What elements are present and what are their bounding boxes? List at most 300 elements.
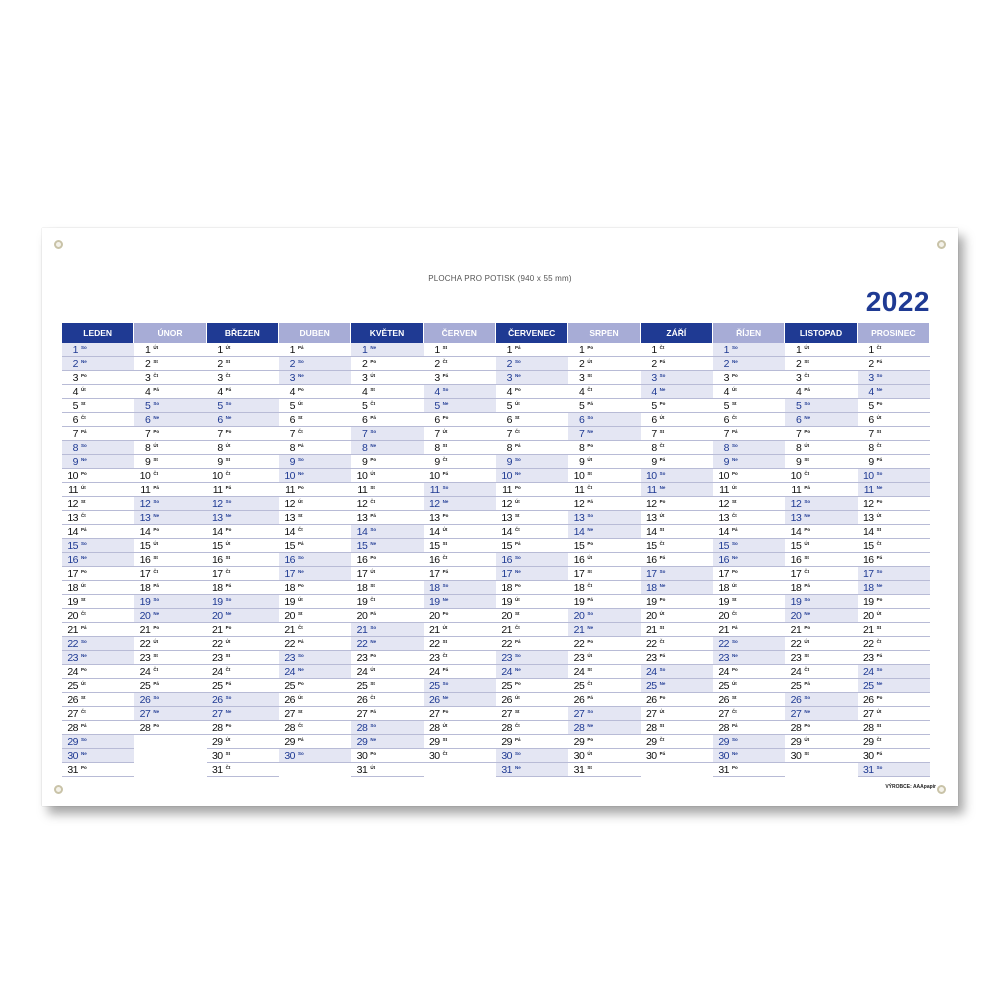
weekday-label: Ne xyxy=(732,751,738,756)
day-number: 27 xyxy=(718,708,729,720)
weekday-label: Pá xyxy=(587,499,593,504)
day-row xyxy=(62,497,134,511)
day-row xyxy=(207,609,279,623)
day-number: 17 xyxy=(501,568,512,580)
day-row xyxy=(351,553,423,567)
day-number: 6 xyxy=(289,414,295,426)
day-row xyxy=(641,413,713,427)
weekday-label: Út xyxy=(442,429,448,434)
day-number: 6 xyxy=(723,414,729,426)
day-row xyxy=(207,441,279,455)
weekday-label: Út xyxy=(225,639,231,644)
day-row xyxy=(351,651,423,665)
day-number: 5 xyxy=(651,400,657,412)
day-row xyxy=(207,497,279,511)
weekday-label: Po xyxy=(732,765,738,770)
day-row xyxy=(207,595,279,609)
weekday-label: Pá xyxy=(81,723,87,728)
day-row xyxy=(713,763,785,777)
day-number: 30 xyxy=(67,750,78,762)
day-number: 1 xyxy=(217,344,223,356)
weekday-label: St xyxy=(587,471,592,476)
day-number: 8 xyxy=(723,442,729,454)
day-row xyxy=(713,525,785,539)
weekday-label: Čt xyxy=(298,527,303,532)
weekday-label: Čt xyxy=(370,597,376,602)
day-number: 9 xyxy=(434,456,440,468)
print-area-label: PLOCHA PRO POTISK (940 x 55 mm) xyxy=(428,274,572,283)
day-row xyxy=(858,539,930,553)
day-row xyxy=(858,693,930,707)
day-row xyxy=(207,455,279,469)
weekday-label: St xyxy=(298,513,303,518)
weekday-label: St xyxy=(804,751,809,756)
weekday-label: Út xyxy=(876,709,882,714)
day-row xyxy=(279,511,351,525)
weekday-label: So xyxy=(515,457,521,462)
day-number: 19 xyxy=(139,596,151,608)
day-row xyxy=(568,441,640,455)
weekday-label: So xyxy=(587,611,594,616)
day-row xyxy=(785,595,857,609)
day-row xyxy=(279,567,351,581)
day-number: 13 xyxy=(356,512,368,524)
day-row xyxy=(207,525,279,539)
day-number: 22 xyxy=(428,638,440,650)
day-row xyxy=(568,679,640,693)
day-number: 18 xyxy=(284,582,295,594)
day-row xyxy=(858,455,930,469)
mounting-hole-bottom-right xyxy=(937,785,946,794)
day-number: 18 xyxy=(356,582,368,594)
day-number: 4 xyxy=(289,386,295,398)
day-number: 10 xyxy=(862,470,874,482)
day-row xyxy=(641,469,713,483)
day-row xyxy=(496,525,568,539)
day-number: 30 xyxy=(428,750,440,762)
day-number: 13 xyxy=(428,512,440,524)
day-row xyxy=(207,721,279,735)
weekday-label: Ne xyxy=(442,597,449,602)
day-number: 11 xyxy=(791,484,802,496)
day-number: 14 xyxy=(428,526,440,538)
day-number: 22 xyxy=(139,638,151,650)
day-row xyxy=(785,721,857,735)
day-row xyxy=(351,735,423,749)
day-row xyxy=(351,511,423,525)
day-number: 20 xyxy=(428,610,440,622)
day-number: 15 xyxy=(428,540,440,552)
day-number: 21 xyxy=(645,624,657,636)
day-number: 15 xyxy=(573,540,585,552)
day-number: 5 xyxy=(144,400,151,412)
weekday-label: So xyxy=(515,555,521,560)
day-number: 19 xyxy=(645,596,657,608)
day-row xyxy=(858,679,930,693)
day-number: 22 xyxy=(284,638,295,650)
day-number: 22 xyxy=(67,638,78,650)
day-number: 30 xyxy=(211,750,223,762)
day-row xyxy=(62,385,134,399)
day-number: 22 xyxy=(790,638,802,650)
weekday-label: Út xyxy=(804,639,810,644)
day-row xyxy=(424,469,496,483)
day-number: 29 xyxy=(428,736,440,748)
day-row xyxy=(713,693,785,707)
weekday-label: St xyxy=(370,485,375,490)
day-row xyxy=(279,525,351,539)
weekday-label: Út xyxy=(515,695,520,700)
weekday-label: So xyxy=(81,345,87,350)
day-number: 28 xyxy=(645,722,657,734)
weekday-label: Pá xyxy=(659,751,666,756)
day-row xyxy=(424,455,496,469)
day-row xyxy=(134,469,206,483)
day-row xyxy=(713,651,785,665)
day-row xyxy=(62,595,134,609)
day-row xyxy=(568,735,640,749)
weekday-label: Pá xyxy=(298,737,304,742)
weekday-label: So xyxy=(732,345,738,350)
day-row xyxy=(207,483,279,497)
day-number: 4 xyxy=(651,386,657,398)
day-number: 10 xyxy=(573,470,585,482)
weekday-label: Pá xyxy=(515,541,521,546)
day-number: 15 xyxy=(67,540,78,552)
weekday-label: Út xyxy=(804,345,810,350)
day-number: 24 xyxy=(284,666,295,678)
day-row xyxy=(785,441,857,455)
day-row xyxy=(351,693,423,707)
weekday-label: Čt xyxy=(876,639,882,644)
day-row xyxy=(496,623,568,637)
month-column xyxy=(568,323,640,785)
day-number: 27 xyxy=(67,708,78,720)
weekday-label: So xyxy=(298,653,304,658)
weekday-label: Po xyxy=(732,373,738,378)
weekday-label: So xyxy=(225,695,232,700)
day-row xyxy=(62,637,134,651)
weekday-label: Pá xyxy=(153,681,159,686)
day-row xyxy=(62,525,134,539)
day-row xyxy=(785,637,857,651)
weekday-label: Pá xyxy=(659,653,666,658)
day-row xyxy=(351,567,423,581)
weekday-label: Út xyxy=(515,597,520,602)
day-number: 19 xyxy=(862,596,874,608)
day-row xyxy=(568,511,640,525)
day-number: 7 xyxy=(506,428,512,440)
weekday-label: St xyxy=(81,499,86,504)
month-grid xyxy=(62,323,930,785)
day-row xyxy=(424,553,496,567)
weekday-label: Čt xyxy=(732,513,737,518)
day-row xyxy=(207,623,279,637)
day-list xyxy=(641,343,713,763)
weekday-label: Po xyxy=(876,597,883,602)
day-row xyxy=(858,595,930,609)
day-row xyxy=(134,707,206,721)
day-number: 20 xyxy=(718,610,729,622)
day-number: 21 xyxy=(284,624,295,636)
day-row xyxy=(134,483,206,497)
weekday-label: Ne xyxy=(298,569,304,574)
day-row xyxy=(62,441,134,455)
weekday-label: Út xyxy=(370,471,376,476)
weekday-label: Út xyxy=(153,541,159,546)
weekday-label: Čt xyxy=(153,471,159,476)
day-row xyxy=(62,623,134,637)
day-number: 18 xyxy=(67,582,78,594)
weekday-label: Čt xyxy=(659,345,665,350)
weekday-label: Út xyxy=(298,695,303,700)
day-number: 22 xyxy=(573,638,585,650)
day-number: 7 xyxy=(289,428,295,440)
weekday-label: So xyxy=(442,681,449,686)
weekday-label: St xyxy=(370,387,375,392)
day-number: 25 xyxy=(645,680,657,692)
day-number: 17 xyxy=(862,568,874,580)
day-number: 8 xyxy=(795,442,802,454)
day-number: 3 xyxy=(795,372,802,384)
day-number: 30 xyxy=(645,750,657,762)
day-number: 13 xyxy=(501,512,512,524)
day-number: 20 xyxy=(211,610,223,622)
day-number: 1 xyxy=(434,344,440,356)
day-row xyxy=(858,735,930,749)
day-row xyxy=(568,399,640,413)
day-number: 26 xyxy=(284,694,295,706)
day-row xyxy=(641,371,713,385)
day-row xyxy=(351,357,423,371)
day-row xyxy=(351,469,423,483)
day-row xyxy=(279,553,351,567)
day-row xyxy=(207,567,279,581)
day-number: 1 xyxy=(578,344,585,356)
weekday-label: St xyxy=(442,737,448,742)
day-number: 12 xyxy=(356,498,368,510)
weekday-label: So xyxy=(515,653,521,658)
weekday-label: Út xyxy=(587,653,593,658)
day-number: 21 xyxy=(356,624,368,636)
weekday-label: So xyxy=(370,527,377,532)
day-row xyxy=(424,427,496,441)
day-number: 27 xyxy=(356,708,368,720)
day-number: 18 xyxy=(211,582,223,594)
day-row xyxy=(496,567,568,581)
day-number: 28 xyxy=(790,722,802,734)
day-number: 29 xyxy=(573,736,585,748)
day-number: 11 xyxy=(646,484,657,496)
day-row xyxy=(134,679,206,693)
weekday-label: Pá xyxy=(225,583,232,588)
weekday-label: So xyxy=(659,471,666,476)
day-row xyxy=(641,665,713,679)
weekday-label: So xyxy=(587,415,594,420)
weekday-label: Čt xyxy=(587,681,593,686)
weekday-label: Ne xyxy=(732,555,738,560)
weekday-label: Po xyxy=(153,723,160,728)
weekday-label: So xyxy=(81,639,87,644)
day-number: 1 xyxy=(506,344,512,356)
weekday-label: Ne xyxy=(442,499,449,504)
day-row xyxy=(713,609,785,623)
day-row xyxy=(713,469,785,483)
day-number: 20 xyxy=(790,610,802,622)
day-row xyxy=(713,623,785,637)
weekday-label: St xyxy=(298,611,303,616)
weekday-label: St xyxy=(804,457,809,462)
weekday-label: Čt xyxy=(153,569,159,574)
day-row xyxy=(496,735,568,749)
day-number: 23 xyxy=(862,652,874,664)
day-row xyxy=(424,343,496,357)
day-number: 23 xyxy=(428,652,440,664)
day-number: 8 xyxy=(289,442,295,454)
weekday-label: Pá xyxy=(804,387,810,392)
day-number: 2 xyxy=(868,358,874,370)
day-row xyxy=(279,581,351,595)
day-number: 8 xyxy=(361,442,368,454)
day-row xyxy=(641,581,713,595)
day-row xyxy=(207,357,279,371)
day-number: 31 xyxy=(862,764,874,776)
day-row xyxy=(713,735,785,749)
day-number: 28 xyxy=(139,722,151,734)
weekday-label: So xyxy=(587,513,594,518)
day-number: 7 xyxy=(361,428,368,440)
day-row xyxy=(713,357,785,371)
day-row xyxy=(641,455,713,469)
weekday-label: Po xyxy=(225,429,232,434)
day-row xyxy=(351,637,423,651)
day-row xyxy=(496,595,568,609)
weekday-label: So xyxy=(225,597,232,602)
day-row xyxy=(351,679,423,693)
day-row xyxy=(641,679,713,693)
day-number: 17 xyxy=(428,568,440,580)
day-number: 23 xyxy=(501,652,512,664)
day-number: 20 xyxy=(573,610,585,622)
day-number: 6 xyxy=(795,414,802,426)
day-number: 14 xyxy=(718,526,729,538)
day-number: 27 xyxy=(790,708,802,720)
weekday-label: St xyxy=(587,373,592,378)
day-number: 22 xyxy=(718,638,729,650)
day-row xyxy=(134,497,206,511)
day-number: 29 xyxy=(356,736,368,748)
day-number: 21 xyxy=(211,624,223,636)
weekday-label: Po xyxy=(442,611,449,616)
day-number: 11 xyxy=(285,484,295,496)
day-row xyxy=(496,637,568,651)
day-row xyxy=(858,623,930,637)
day-row xyxy=(62,413,134,427)
day-row xyxy=(713,413,785,427)
day-row xyxy=(351,427,423,441)
day-number: 12 xyxy=(501,498,512,510)
weekday-label: So xyxy=(225,401,232,406)
day-number: 4 xyxy=(723,386,729,398)
weekday-label: Pá xyxy=(804,681,810,686)
day-number: 6 xyxy=(434,414,440,426)
weekday-label: St xyxy=(587,765,592,770)
day-row xyxy=(351,413,423,427)
weekday-label: Čt xyxy=(81,513,86,518)
day-number: 25 xyxy=(139,680,151,692)
weekday-label: Po xyxy=(442,415,449,420)
day-row xyxy=(568,595,640,609)
weekday-label: Út xyxy=(370,765,376,770)
day-row xyxy=(279,679,351,693)
day-number: 29 xyxy=(67,736,78,748)
day-row xyxy=(713,427,785,441)
day-number: 15 xyxy=(645,540,657,552)
day-row xyxy=(785,553,857,567)
weekday-label: Čt xyxy=(659,737,665,742)
day-row xyxy=(134,553,206,567)
weekday-label: St xyxy=(732,695,737,700)
day-row xyxy=(207,763,279,777)
weekday-label: Čt xyxy=(298,625,303,630)
day-number: 5 xyxy=(434,400,440,412)
day-row xyxy=(568,455,640,469)
day-row xyxy=(785,525,857,539)
weekday-label: So xyxy=(81,541,87,546)
day-row xyxy=(568,497,640,511)
day-row xyxy=(858,343,930,357)
day-row xyxy=(134,427,206,441)
day-number: 11 xyxy=(68,484,78,496)
weekday-label: Čt xyxy=(659,541,665,546)
day-row xyxy=(351,525,423,539)
weekday-label: St xyxy=(659,527,665,532)
weekday-label: Ne xyxy=(370,443,377,448)
day-row xyxy=(62,735,134,749)
day-row xyxy=(641,553,713,567)
weekday-label: Pá xyxy=(587,695,593,700)
weekday-label: St xyxy=(442,443,448,448)
day-row xyxy=(424,371,496,385)
day-number: 6 xyxy=(144,414,151,426)
weekday-label: Ne xyxy=(587,625,594,630)
day-number: 6 xyxy=(72,414,78,426)
day-row xyxy=(568,483,640,497)
day-row xyxy=(641,651,713,665)
day-row xyxy=(496,679,568,693)
day-row xyxy=(351,441,423,455)
weekday-label: So xyxy=(153,695,160,700)
day-row xyxy=(641,357,713,371)
day-row xyxy=(785,567,857,581)
day-number: 21 xyxy=(501,624,512,636)
day-number: 15 xyxy=(862,540,874,552)
weekday-label: Pá xyxy=(876,359,883,364)
weekday-label: Po xyxy=(515,387,521,392)
day-row xyxy=(351,497,423,511)
day-row xyxy=(785,665,857,679)
weekday-label: Čt xyxy=(442,555,448,560)
day-row xyxy=(641,693,713,707)
day-number: 10 xyxy=(718,470,729,482)
day-row xyxy=(568,427,640,441)
weekday-label: Ne xyxy=(659,583,666,588)
weekday-label: St xyxy=(442,541,448,546)
day-number: 15 xyxy=(501,540,512,552)
day-number: 19 xyxy=(428,596,440,608)
day-number: 14 xyxy=(284,526,295,538)
weekday-label: Čt xyxy=(515,429,520,434)
